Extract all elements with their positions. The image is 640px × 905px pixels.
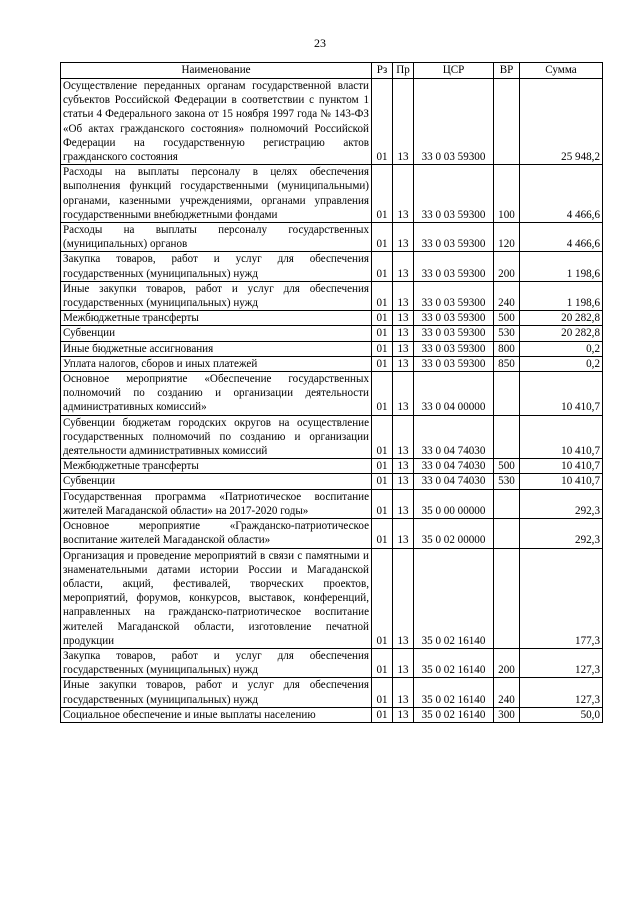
- row-rz: 01: [372, 252, 393, 281]
- table-row: [61, 474, 603, 489]
- row-rz: 01: [372, 707, 393, 722]
- table-row: [61, 79, 603, 165]
- row-rz: 01: [372, 79, 393, 165]
- row-vr: 800: [494, 341, 520, 356]
- row-csr: 33 0 03 59300: [414, 79, 494, 165]
- row-rz: 01: [372, 459, 393, 474]
- row-rz: 01: [372, 165, 393, 223]
- row-name: Уплата налогов, сборов и иных платежей: [61, 356, 372, 371]
- row-csr: 35 0 02 00000: [414, 519, 494, 548]
- table-row: [61, 415, 603, 459]
- row-pr: 13: [393, 548, 414, 648]
- row-vr: 300: [494, 707, 520, 722]
- row-csr: 33 0 03 59300: [414, 165, 494, 223]
- row-sum: 292,3: [520, 519, 603, 548]
- row-pr: 13: [393, 678, 414, 707]
- row-pr: 13: [393, 326, 414, 341]
- row-name: Межбюджетные трансферты: [61, 311, 372, 326]
- row-name: Организация и проведение мероприятий в связи с памятными и знаменательными датами истории России и Магаданской области, акций, фестивалей, творческих проектов, мероприятий, форумов, конкурсов, выставок, конференций, направленных на гражданско-патриотическое воспитание жителей Магаданской области, изготовление печатной продукции: [61, 548, 372, 648]
- row-vr: 530: [494, 474, 520, 489]
- table-header-row: [61, 63, 603, 79]
- header-vr: ВР: [494, 63, 520, 79]
- row-rz: 01: [372, 548, 393, 648]
- row-pr: 13: [393, 648, 414, 677]
- table-row: [61, 372, 603, 416]
- row-csr: 35 0 02 16140: [414, 648, 494, 677]
- row-rz: 01: [372, 356, 393, 371]
- row-name: Основное мероприятие «Обеспечение государственных полномочий по созданию и организации деятельности административных комиссий»: [61, 372, 372, 416]
- row-sum: 1 198,6: [520, 281, 603, 310]
- row-vr: [494, 415, 520, 459]
- row-sum: 10 410,7: [520, 459, 603, 474]
- row-pr: 13: [393, 252, 414, 281]
- row-pr: 13: [393, 341, 414, 356]
- row-sum: 0,2: [520, 341, 603, 356]
- table-row: [61, 519, 603, 548]
- row-rz: 01: [372, 519, 393, 548]
- row-pr: 13: [393, 489, 414, 518]
- row-vr: 240: [494, 281, 520, 310]
- row-name: Расходы на выплаты персоналу в целях обеспечения выполнения функций государственными (муниципальными) органами, казенными учреждениями, органами управления государственными внебюджетными фондами: [61, 165, 372, 223]
- row-sum: 127,3: [520, 648, 603, 677]
- row-csr: 33 0 03 59300: [414, 326, 494, 341]
- row-name: Закупка товаров, работ и услуг для обеспечения государственных (муниципальных) нужд: [61, 252, 372, 281]
- row-pr: 13: [393, 707, 414, 722]
- row-sum: 0,2: [520, 356, 603, 371]
- row-vr: 200: [494, 252, 520, 281]
- table-row: [61, 648, 603, 677]
- row-csr: 35 0 02 16140: [414, 707, 494, 722]
- row-vr: 530: [494, 326, 520, 341]
- row-name: Межбюджетные трансферты: [61, 459, 372, 474]
- row-vr: [494, 548, 520, 648]
- table-row: [61, 326, 603, 341]
- row-vr: 500: [494, 311, 520, 326]
- row-rz: 01: [372, 678, 393, 707]
- row-sum: 292,3: [520, 489, 603, 518]
- row-pr: 13: [393, 165, 414, 223]
- row-pr: 13: [393, 79, 414, 165]
- budget-table: [60, 62, 603, 723]
- row-name: Субвенции: [61, 474, 372, 489]
- row-rz: 01: [372, 474, 393, 489]
- row-sum: 25 948,2: [520, 79, 603, 165]
- row-csr: 35 0 02 16140: [414, 678, 494, 707]
- row-sum: 20 282,8: [520, 311, 603, 326]
- row-rz: 01: [372, 281, 393, 310]
- row-rz: 01: [372, 372, 393, 416]
- row-csr: 33 0 03 59300: [414, 356, 494, 371]
- row-csr: 35 0 02 16140: [414, 548, 494, 648]
- row-rz: 01: [372, 223, 393, 252]
- row-name: Иные закупки товаров, работ и услуг для обеспечения государственных (муниципальных) нужд: [61, 281, 372, 310]
- row-rz: 01: [372, 311, 393, 326]
- row-sum: 127,3: [520, 678, 603, 707]
- row-rz: 01: [372, 326, 393, 341]
- row-rz: 01: [372, 648, 393, 677]
- page-number: 23: [314, 36, 326, 50]
- row-csr: 33 0 03 59300: [414, 252, 494, 281]
- table-row: [61, 165, 603, 223]
- row-pr: 13: [393, 223, 414, 252]
- row-sum: 10 410,7: [520, 415, 603, 459]
- row-sum: 177,3: [520, 548, 603, 648]
- table-row: [61, 252, 603, 281]
- header-pr: Пр: [393, 63, 414, 79]
- row-name: Государственная программа «Патриотическое воспитание жителей Магаданской области» на 2017-2020 годы»: [61, 489, 372, 518]
- header-sum: Сумма: [520, 63, 603, 79]
- header-csr: ЦСР: [414, 63, 494, 79]
- table-row: [61, 311, 603, 326]
- row-vr: 850: [494, 356, 520, 371]
- row-vr: 120: [494, 223, 520, 252]
- row-sum: 1 198,6: [520, 252, 603, 281]
- table-row: [61, 707, 603, 722]
- table-row: [61, 678, 603, 707]
- row-vr: 500: [494, 459, 520, 474]
- row-sum: 20 282,8: [520, 326, 603, 341]
- row-pr: 13: [393, 281, 414, 310]
- table-row: [61, 281, 603, 310]
- table-row: [61, 341, 603, 356]
- row-csr: 33 0 04 74030: [414, 474, 494, 489]
- row-name: Субвенции бюджетам городских округов на осуществление государственных полномочий по созданию и организации деятельности административных комиссий: [61, 415, 372, 459]
- row-name: Социальное обеспечение и иные выплаты населению: [61, 707, 372, 722]
- row-csr: 33 0 03 59300: [414, 281, 494, 310]
- row-name: Осуществление переданных органам государственной власти субъектов Российской Федерации в соответствии с пунктом 1 статьи 4 Федерального закона от 15 ноября 1997 года № 143-ФЗ «Об актах гражданского состояния» полномочий Российской Федерации на государственную регистрацию актов гражданского состояния: [61, 79, 372, 165]
- row-rz: 01: [372, 415, 393, 459]
- row-name: Субвенции: [61, 326, 372, 341]
- row-pr: 13: [393, 372, 414, 416]
- row-name: Иные закупки товаров, работ и услуг для обеспечения государственных (муниципальных) нужд: [61, 678, 372, 707]
- table-row: [61, 489, 603, 518]
- row-sum: 50,0: [520, 707, 603, 722]
- row-name: Закупка товаров, работ и услуг для обеспечения государственных (муниципальных) нужд: [61, 648, 372, 677]
- row-csr: 33 0 04 74030: [414, 459, 494, 474]
- row-csr: 33 0 04 00000: [414, 372, 494, 416]
- table-row: [61, 548, 603, 648]
- row-csr: 33 0 03 59300: [414, 341, 494, 356]
- row-sum: 4 466,6: [520, 223, 603, 252]
- row-csr: 35 0 00 00000: [414, 489, 494, 518]
- row-vr: 100: [494, 165, 520, 223]
- row-vr: 240: [494, 678, 520, 707]
- row-pr: 13: [393, 356, 414, 371]
- row-sum: 10 410,7: [520, 372, 603, 416]
- row-vr: [494, 79, 520, 165]
- row-csr: 33 0 03 59300: [414, 311, 494, 326]
- row-name: Основное мероприятие «Гражданско-патриотическое воспитание жителей Магаданской области»: [61, 519, 372, 548]
- row-csr: 33 0 03 59300: [414, 223, 494, 252]
- row-vr: [494, 519, 520, 548]
- header-rz: Рз: [372, 63, 393, 79]
- header-name: Наименование: [61, 63, 372, 79]
- row-csr: 33 0 04 74030: [414, 415, 494, 459]
- row-pr: 13: [393, 474, 414, 489]
- row-name: Расходы на выплаты персоналу государственных (муниципальных) органов: [61, 223, 372, 252]
- row-pr: 13: [393, 459, 414, 474]
- row-sum: 10 410,7: [520, 474, 603, 489]
- row-pr: 13: [393, 519, 414, 548]
- row-pr: 13: [393, 311, 414, 326]
- row-vr: 200: [494, 648, 520, 677]
- row-name: Иные бюджетные ассигнования: [61, 341, 372, 356]
- row-vr: [494, 372, 520, 416]
- row-vr: [494, 489, 520, 518]
- row-rz: 01: [372, 489, 393, 518]
- table-row: [61, 223, 603, 252]
- row-pr: 13: [393, 415, 414, 459]
- table-row: [61, 356, 603, 371]
- row-rz: 01: [372, 341, 393, 356]
- row-sum: 4 466,6: [520, 165, 603, 223]
- table-row: [61, 459, 603, 474]
